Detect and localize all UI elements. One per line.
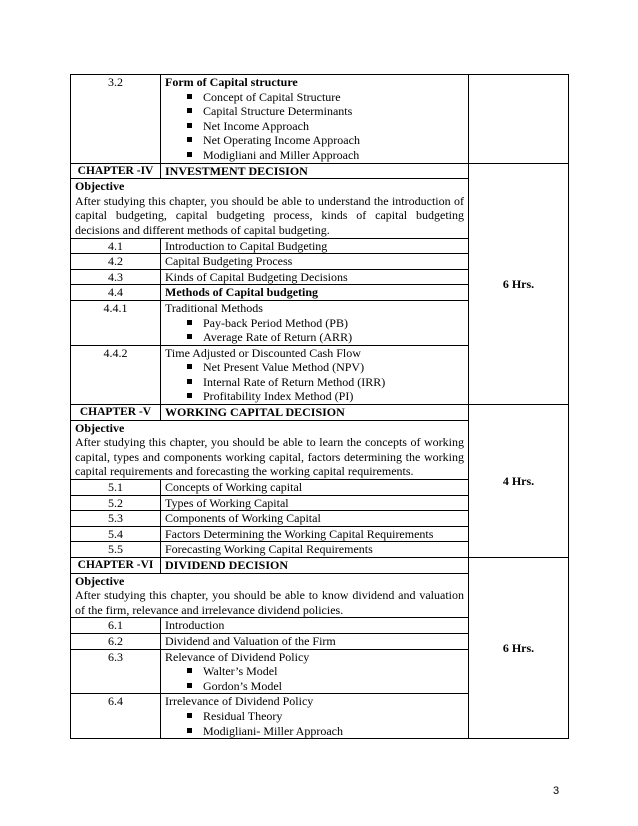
list-item: Profitability Index Method (PI)	[187, 389, 464, 404]
section-text: Types of Working Capital	[161, 495, 469, 511]
bullet-list	[165, 709, 464, 738]
section-text: Components of Working Capital	[161, 511, 469, 527]
square-bullet-icon	[187, 728, 192, 733]
chapter-label: CHAPTER -IV	[71, 163, 161, 179]
section-number: 5.2	[71, 495, 161, 511]
section-number: 5.4	[71, 526, 161, 542]
list-item: Capital Structure Determinants	[187, 104, 464, 119]
section-title: Form of Capital structure	[165, 75, 298, 89]
list-item: Average Rate of Return (ARR)	[187, 330, 464, 345]
hours-cell: 6 Hrs.	[469, 558, 569, 739]
bullet-list	[165, 90, 464, 163]
table-row	[71, 75, 569, 164]
section-content	[161, 300, 469, 345]
objective-heading: Objective	[75, 179, 125, 194]
section-content	[161, 649, 469, 694]
objective-cell	[71, 179, 469, 238]
hours-cell: 6 Hrs.	[469, 163, 569, 405]
chapter-label: CHAPTER -VI	[71, 558, 161, 574]
section-number: 3.2	[71, 75, 161, 164]
square-bullet-icon	[187, 713, 192, 718]
square-bullet-icon	[187, 152, 192, 157]
list-item: Net Income Approach	[187, 119, 464, 134]
section-number: 4.3	[71, 269, 161, 285]
section-number: 4.4.2	[71, 345, 161, 404]
section-text: Capital Budgeting Process	[161, 254, 469, 270]
section-text: Relevance of Dividend Policy	[165, 649, 310, 664]
square-bullet-icon	[187, 668, 192, 673]
list-item: Net Operating Income Approach	[187, 133, 464, 148]
objective-heading: Objective	[75, 420, 125, 435]
objective-heading: Objective	[75, 573, 125, 588]
section-text: Concepts of Working capital	[161, 480, 469, 496]
square-bullet-icon	[187, 108, 192, 113]
section-text: Introduction to Capital Budgeting	[161, 238, 469, 254]
hours-cell: 4 Hrs.	[469, 405, 569, 558]
objective-text: After studying this chapter, you should be able to learn the concepts of working capital, types and components working capital, factors determining the working capital requirements and forecasting the working capital requirements.	[75, 435, 464, 479]
chapter-header-row	[71, 558, 569, 574]
page-number: 3	[553, 785, 560, 797]
square-bullet-icon	[187, 683, 192, 688]
section-number: 6.4	[71, 694, 161, 739]
list-item: Internal Rate of Return Method (IRR)	[187, 375, 464, 390]
section-number: 4.1	[71, 238, 161, 254]
section-text: Forecasting Working Capital Requirements	[161, 542, 469, 558]
chapter-label: CHAPTER -V	[71, 405, 161, 421]
syllabus-table	[70, 74, 569, 739]
square-bullet-icon	[187, 137, 192, 142]
list-item: Concept of Capital Structure	[187, 90, 464, 105]
section-text: Introduction	[161, 618, 469, 634]
chapter-header-row	[71, 405, 569, 421]
section-text: Methods of Capital budgeting	[161, 285, 469, 301]
chapter-header-row	[71, 163, 569, 179]
section-content	[161, 694, 469, 739]
chapter-title: INVESTMENT DECISION	[161, 163, 469, 179]
list-item: Net Present Value Method (NPV)	[187, 360, 464, 375]
section-text: Traditional Methods	[165, 300, 263, 315]
square-bullet-icon	[187, 320, 192, 325]
section-text: Factors Determining the Working Capital Requirements	[161, 526, 469, 542]
list-item: Modigliani and Miller Approach	[187, 148, 464, 163]
section-number: 4.4.1	[71, 300, 161, 345]
section-content	[161, 75, 469, 164]
list-item: Gordon’s Model	[187, 679, 464, 694]
square-bullet-icon	[187, 334, 192, 339]
square-bullet-icon	[187, 123, 192, 128]
bullet-list	[165, 360, 464, 404]
square-bullet-icon	[187, 379, 192, 384]
section-text: Dividend and Valuation of the Firm	[161, 633, 469, 649]
chapter-title: DIVIDEND DECISION	[161, 558, 469, 574]
section-number: 4.2	[71, 254, 161, 270]
section-number: 4.4	[71, 285, 161, 301]
list-item: Pay-back Period Method (PB)	[187, 316, 464, 331]
section-number: 6.1	[71, 618, 161, 634]
chapter-title: WORKING CAPITAL DECISION	[161, 405, 469, 421]
section-number: 5.5	[71, 542, 161, 558]
list-item: Modigliani- Miller Approach	[187, 724, 464, 739]
section-number: 6.3	[71, 649, 161, 694]
section-number: 6.2	[71, 633, 161, 649]
list-item: Residual Theory	[187, 709, 464, 724]
bullet-list	[165, 664, 464, 693]
objective-text: After studying this chapter, you should be able to understand the introduction of capital budgeting, capital budgeting process, kinds of capital budgeting decisions and different methods of capital budgeting.	[75, 193, 464, 237]
square-bullet-icon	[187, 393, 192, 398]
square-bullet-icon	[187, 94, 192, 99]
objective-cell	[71, 573, 469, 618]
section-text: Kinds of Capital Budgeting Decisions	[161, 269, 469, 285]
hours-cell	[469, 75, 569, 164]
objective-text: After studying this chapter, you should be able to know dividend and valuation of the firm, relevance and irrelevance dividend policies.	[75, 588, 464, 617]
list-item: Walter’s Model	[187, 664, 464, 679]
square-bullet-icon	[187, 364, 192, 369]
section-text: Irrelevance of Dividend Policy	[165, 694, 314, 709]
section-number: 5.1	[71, 480, 161, 496]
section-content	[161, 345, 469, 404]
objective-cell	[71, 420, 469, 479]
bullet-list	[165, 316, 464, 345]
section-text: Time Adjusted or Discounted Cash Flow	[165, 345, 361, 360]
section-number: 5.3	[71, 511, 161, 527]
